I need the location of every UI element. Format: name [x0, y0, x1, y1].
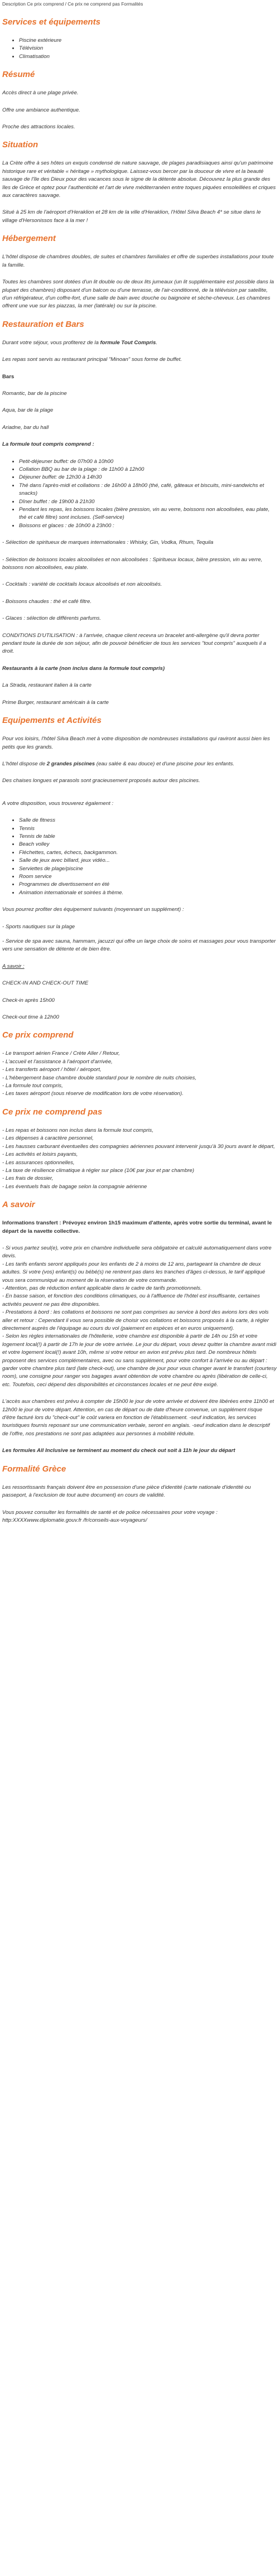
notes-list — [2, 1244, 277, 1389]
conditions-paragraph: CONDITIONS D'UTILISATION : à l'arrivée, chaque client recevra un bracelet anti-allergène qu'il devra porter pendant toute la durée de son séjour, afin de pouvoir bénéficier de tous les services "tout compris" auxquels il a droit. — [2, 632, 266, 655]
resume-paragraph: Offre une ambiance authentique. — [2, 107, 80, 113]
checkout-time: Check-out time à 12h00 — [2, 1014, 59, 1021]
services-list — [2, 37, 277, 61]
drinks-paragraph: - Cocktails : variété de cocktails locaux alcoolisés et non alcoolisés. — [2, 581, 162, 588]
list-item: • Fléchettes, cartes, échecs, backgammon. — [19, 849, 277, 857]
list-item: • Serviettes de plage/piscine — [19, 865, 277, 873]
list-item: - L'accueil et l'assistance à l'aéroport d'arrivée, — [2, 1058, 113, 1065]
resume-title: Résumé — [2, 70, 35, 80]
list-item: • Thé dans l'après-midi et collations : de 16h00 à 18h00 (thé, café, gâteaux et biscuits, mini-sandwichs et snacks) — [19, 482, 277, 498]
restaurant-item: La Strada, restaurant italien à la carte — [2, 682, 92, 689]
a-la-carte-heading: Restaurants à la carte (non inclus dans la formule tout compris) — [2, 665, 165, 672]
list-item: • Déjeuner buffet: de 12h30 à 14h30 — [19, 474, 277, 481]
list-item: - La formule tout compris, — [2, 1083, 63, 1089]
equipements-paragraph: - Service de spa avec sauna, hammam, jacuzzi qui offre un large choix de soins et massages pour vous transporter vers une sensation de détente et de bien être. — [2, 938, 276, 953]
ce-prix-comprend-title: Ce prix comprend — [2, 1030, 74, 1040]
pools-paragraph — [2, 760, 277, 768]
list-item: - Prestations à bord : les collations et boissons ne sont pas comprises au service à bord des avions lors des vols aller et retour : Cependant il vous sera possible de choisir vos collations et boissons proposés à la carte, à régler directement auprès de l'équipage au cours du vol (paiement en espèces et en euros uniquement). — [2, 1309, 269, 1332]
hebergement-paragraph: L'hôtel dispose de chambres doubles, de suites et chambres familiales et offre de superbes installations pour toute la famille. — [2, 254, 274, 268]
list-item: - Les hausses carburant éventuelles des compagnies aériennes pouvant intervenir jusqu'à 30 jours avant le départ, — [2, 1143, 275, 1150]
equipements-list — [2, 817, 277, 897]
hebergement-title: Hébergement — [2, 234, 56, 244]
drinks-paragraph: - Glaces : sélection de différents parfums. — [2, 615, 102, 622]
list-item: • Boissons et glaces : de 10h00 à 23h00 : — [19, 522, 277, 530]
list-item: • Collation BBQ au bar de la plage : de 11h00 à 12h00 — [19, 466, 277, 474]
bar-item: Aqua, bar de la plage — [2, 407, 54, 414]
list-item: • Petit-déjeuner buffet: de 07h00 à 10h00 — [19, 458, 277, 466]
bar-item: Romantic, bar de la piscine — [2, 390, 67, 397]
included-list — [2, 1050, 277, 1098]
restauration-paragraph: Les repas sont servis au restaurant principal "Minoan" sous forme de buffet. — [2, 356, 182, 363]
equipements-paragraph: Vous pourrez profiter des équipement suivants (moyennant un supplément) : — [2, 906, 184, 913]
list-item: • Salle de fitness — [19, 817, 277, 824]
equipements-title: Equipements et Activités — [2, 716, 102, 726]
list-item: - Les taxes aéroport (sous réserve de modification lors de votre réservation). — [2, 1091, 184, 1097]
formalite-paragraph: Vous pouvez consulter les formalités de santé et de police nécessaires pour votre voyage : http:XXXXwww.diplomatie.gouv.fr /fr/conseils-aux-voyageurs/ — [2, 1509, 218, 1523]
transfer-info: Informations transfert : Prévoyez environ 1h15 maximum d'attente, après votre sortie du terminal, avant le départ de la navette collective. — [2, 1220, 272, 1234]
formula-heading: La formule tout compris comprend : — [2, 441, 94, 448]
restauration-title: Restauration et Bars — [2, 319, 84, 329]
resume-paragraph: Accès direct à une plage privée. — [2, 90, 79, 97]
list-item: • Beach volley — [19, 841, 277, 848]
hebergement-paragraph: Toutes les chambres sont dotées d'un lit double ou de deux lits jumeaux (un lit supplémentaire est possible dans la plupart des chambres) disposant d'un balcon ou d'une terrasse, de l'air-conditionné, de la télévision par satellite, d'un réfrigérateur, d'un coffre-fort, d'une salle de bain avec douche ou baignoire et sèche-cheveux. Les chambres offrent une vue sur les piazzas, la mer (latérale) ou sur la piscine. — [2, 279, 274, 310]
equipements-paragraph: - Sports nautiques sur la plage — [2, 923, 75, 930]
breadcrumb: Description Ce prix comprend / Ce prix ne comprend pas Formalités — [2, 1, 143, 7]
list-item: - La taxe de résilience climatique à régler sur place (10€ par jour et par chambre) — [2, 1167, 194, 1174]
intro-text: Durant votre séjour, vous profiterez de la — [2, 339, 100, 346]
list-item: - Selon les règles internationales de l'hôtellerie, votre chambre est disponible à partir de 14h ou 15h et votre logement local(!) à partir de 17h le jour de votre arrivée. Le jour du départ, vous devez quitter la chambre avant midi et votre logement local(!) avant 10h, même si votre retour en avion est prévu plus tard. De nombreux hôtels proposent des services complémentaires, avec ou sans supplément, pour votre confort à l'arrivée ou au départ : garder votre chambre plus tard (late check-out), une chambre de jour pour vous changer avant le transfert (courtesy room), une consigne pour ranger vos bagages avant obtention de votre chambre ou après (libération de celle-ci, etc. Toutefois, ceci dépend des disponibilités et circonstances locales et ne peut être exigé. — [2, 1333, 277, 1388]
formula-name: formule Tout Compris — [100, 339, 156, 346]
formula-list — [2, 458, 277, 530]
equipements-paragraph: Des chaises longues et parasols sont gracieusement proposés autour des piscines. — [2, 778, 200, 784]
bars-heading: Bars — [2, 373, 15, 380]
formalite-paragraph: Les ressortissants français doivent être en possession d'une pièce d'identité (carte nationale d'identité ou passeport, à l'exclusion de tout autre document) en cours de validité. — [2, 1484, 251, 1499]
ce-prix-ne-comprend-pas-title: Ce prix ne comprend pas — [2, 1107, 103, 1117]
list-item: - Les activités et loisirs payants, — [2, 1151, 78, 1158]
list-item: • Room service — [19, 873, 277, 881]
pools-count: 2 grandes piscines — [46, 760, 95, 767]
list-item: • Dîner buffet : de 19h00 à 21h30 — [19, 498, 277, 506]
list-item: - En basse saison, et fonction des conditions climatiques, ou à l'affluence de l'hôtel est insuffisante, certaines activités peuvent ne pas être disponibles. — [2, 1293, 260, 1308]
list-item: • Tennis de table — [19, 833, 277, 841]
resume-paragraph: Proche des attractions locales. — [2, 124, 75, 131]
services-title: Services et équipements — [2, 17, 100, 27]
situation-paragraph: La Crète offre à ses hôtes un exquis condensé de nature sauvage, de plages paradisiaques ainsi qu'un patrimoine historique rare et véritable « héritage » mythologique. Laissez-vous bercer par la douceur de vivre et la beauté sauvage de l'île des Dieux pour des vacances sous le signe de la détente absolue. Découvrez la plus grande des îles de Grèce et optez pour l'authenticité et l'art de vivre méditerranéen entre toques piquées ensoleillées et criques aux caractères sauvage. — [2, 160, 276, 199]
formalite-title: Formalité Grèce — [2, 1464, 66, 1474]
checkin-time: Check-in après 15h00 — [2, 997, 55, 1004]
list-item: - Les éventuels frais de bagage selon la compagnie aérienne — [2, 1183, 147, 1190]
situation-paragraph: Situé à 25 km de l'aéroport d'Heraklion et 28 km de la ville d'Heraklion, l'Hôtel Silva Beach 4* se situe dans le village d'Hersonissos face à la mer ! — [2, 209, 261, 224]
a-savoir-label: A savoir : — [2, 963, 25, 969]
list-item: - Les assurances optionnelles, — [2, 1159, 75, 1166]
list-item: - Les dépenses à caractère personnel, — [2, 1135, 94, 1142]
intro-end: . — [156, 339, 157, 346]
restaurant-item: Prime Burger, restaurant américain à la carte — [2, 699, 109, 706]
list-item: - Si vous partez seul(e), votre prix en chambre individuelle sera obligatoire et calculé automatiquement dans votre devis. — [2, 1244, 272, 1260]
list-item: - Les tarifs enfants seront appliqués pour les enfants de 2 à moins de 12 ans, partageant la chambre de deux adultes. Si votre (vos) enfant(s) ou bébé(s) ne rentrent pas dans les tranches d'âges ci-dessus, le tarif appliqué vous sera communiqué au moment de la réservation de votre commande. — [2, 1261, 266, 1284]
list-item: • Pendant les repas, les boissons locales (bière pression, vin au verre, boissons non alcoolisées, eau plate, thé et café filtre) sont incluses. (Self-service) — [19, 506, 277, 522]
list-item: - Attention, pas de réduction enfant applicable dans le cadre de tarifs promotionnels. — [2, 1285, 202, 1291]
list-item: • Tennis — [19, 825, 277, 833]
list-item: - L'hébergement base chambre double standard pour le nombre de nuits choisies, — [2, 1074, 196, 1081]
drinks-paragraph: - Boissons chaudes : thé et café filtre. — [2, 598, 92, 605]
a-savoir-title: A savoir — [2, 1200, 35, 1210]
equipements-paragraph: A votre disposition, vous trouverez également : — [2, 800, 114, 807]
list-item: • Programmes de divertissement en été — [19, 881, 277, 889]
checkin-heading: CHECK-IN AND CHECK-OUT TIME — [2, 980, 89, 987]
drinks-paragraph: - Sélection de spiritueux de marques internationales : Whisky, Gin, Vodka, Rhum, Tequila — [2, 539, 214, 546]
restauration-intro — [2, 339, 277, 347]
excluded-list — [2, 1127, 277, 1191]
pools-text: L'hôtel dispose de — [2, 760, 47, 767]
list-item: - Le transport aérien France / Crète Aller / Retour, — [2, 1050, 120, 1057]
situation-title: Situation — [2, 140, 39, 150]
drinks-paragraph: - Sélection de boissons locales alcoolisées et non alcoolisées : Spiritueux locaux, bière pression, vin au verre, boissons non alcoolisées, eau plate. — [2, 556, 263, 571]
list-item: • Animation internationale et soirées à thème. — [19, 889, 277, 897]
list-item: - Les transferts aéroport / hôtel / aéroport, — [2, 1067, 102, 1073]
list-item: • Salle de jeux avec billard, jeux vidéo... — [19, 857, 277, 865]
list-item: - Les repas et boissons non inclus dans la formule tout compris, — [2, 1127, 153, 1133]
equipements-paragraph: Pour vos loisirs, l'hôtel Silva Beach met à votre disposition de nombreuses installations qui raviront aussi bien les petits que les grands. — [2, 736, 270, 750]
room-access-paragraph: L'accès aux chambres est prévu à compter de 15h00 le jour de votre arrivée et doivent être libérées entre 11h00 et 12h00 le jour de votre départ. Attention, en cas de départ ou de date d'heure convenue, un supplément risque d'être facturé lors du "check-out" le coût variera en fonction de l'établissement. -seuf indication, les services touristiques fournis reposant sur une communication verbale, seront en anglais. -seuf indication dans le descriptif de l'offre, nos prestations ne sont pas adaptées aux personnes à mobilité réduite. — [2, 1398, 274, 1437]
list-item: - Les frais de dossier, — [2, 1175, 54, 1182]
list-item: • Télévision — [19, 45, 277, 52]
list-item: • Piscine extérieure — [19, 37, 277, 45]
list-item: • Climatisation — [19, 53, 277, 61]
pools-text-end: (eau salée & eau douce) et d'une piscine pour les enfants. — [95, 760, 234, 767]
all-inclusive-note: Les formules All Inclusive se terminent au moment du check out soit à 11h le jour du départ — [2, 1448, 235, 1454]
bar-item: Ariadne, bar du hall — [2, 424, 49, 431]
